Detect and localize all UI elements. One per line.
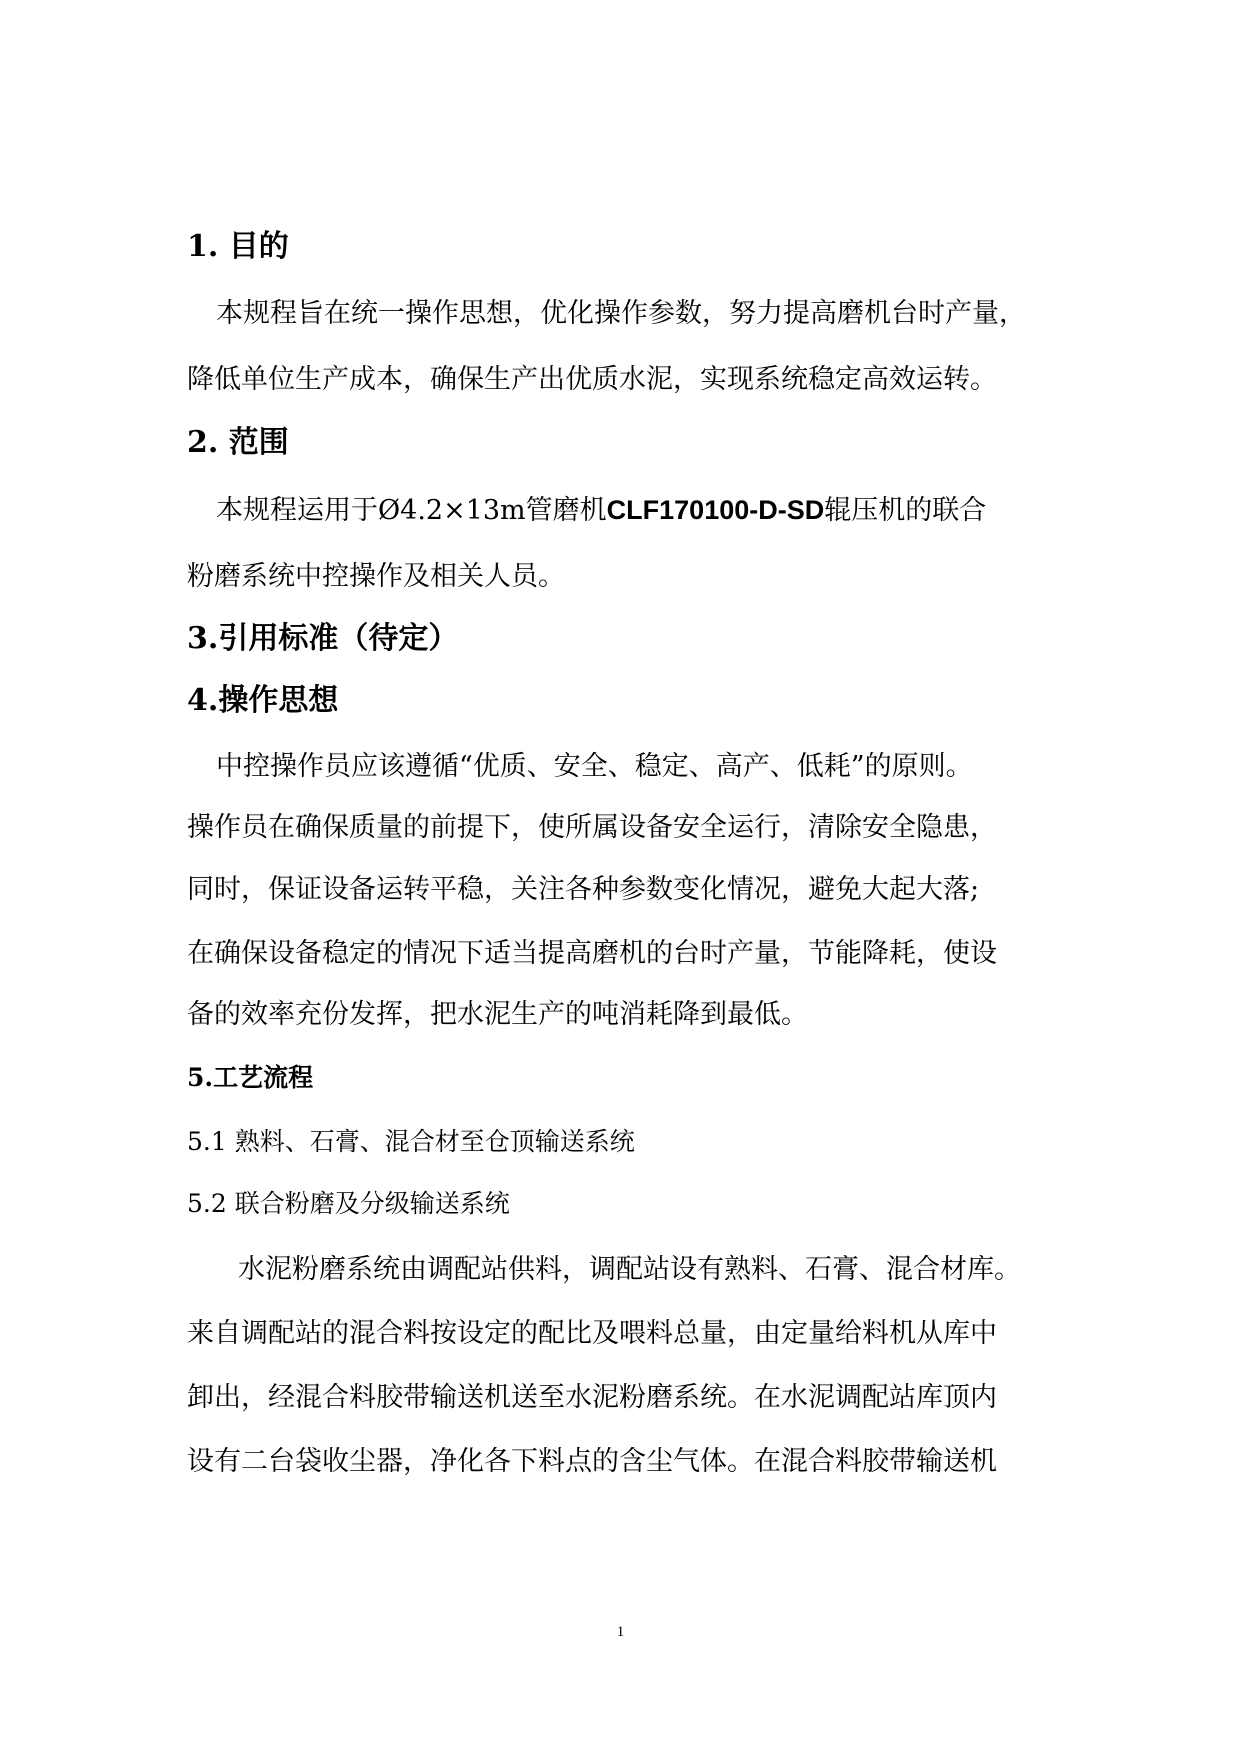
section-2-paragraph-line-1	[216, 490, 986, 531]
section-2-paragraph-line-2: 粉磨系统中控操作及相关人员。	[187, 561, 565, 592]
section-5-paragraph-line-1: 水泥粉磨系统由调配站供料，调配站设有熟料、石膏、混合材库。	[238, 1254, 1021, 1285]
section-1-heading: 1. 目的	[187, 229, 289, 264]
section-4-paragraph-line-3: 同时，保证设备运转平稳，关注各种参数变化情况，避免大起大落;	[187, 874, 980, 905]
page-number: 1	[616, 1624, 625, 1640]
section-1-paragraph-line-2: 降低单位生产成本，确保生产出优质水泥，实现系统稳定高效运转。	[187, 364, 997, 395]
section-4-heading: 4.操作思想	[187, 683, 339, 718]
section-5-1-subheading: 5.1 熟料、石膏、混合材至仓顶输送系统	[187, 1127, 635, 1156]
scope-text-start: 本规程运用于	[216, 495, 378, 526]
section-5-paragraph-line-2: 来自调配站的混合料按设定的配比及喂料总量，由定量给料机从库中	[187, 1318, 997, 1349]
section-2-heading: 2. 范围	[187, 425, 289, 460]
section-5-heading: 5.工艺流程	[187, 1063, 314, 1092]
scope-text-end: 辊压机的联合	[824, 495, 987, 526]
section-1-paragraph-line-1: 本规程旨在统一操作思想，优化操作参数，努力提高磨机台时产量，	[216, 298, 1026, 329]
section-4-paragraph-line-5: 备的效率充份发挥，把水泥生产的吨消耗降到最低。	[187, 999, 808, 1030]
section-3-heading: 3.引用标准（待定）	[187, 621, 459, 656]
roller-press-model: CLF170100-D-SD	[606, 495, 825, 525]
section-5-paragraph-line-4: 设有二台袋收尘器，净化各下料点的含尘气体。在混合料胶带输送机	[187, 1446, 997, 1477]
scope-text-mill: 管磨机	[525, 495, 607, 526]
section-4-paragraph-line-4: 在确保设备稳定的情况下适当提高磨机的台时产量，节能降耗，使设	[187, 938, 997, 969]
section-5-2-subheading: 5.2 联合粉磨及分级输送系统	[187, 1189, 510, 1218]
section-4-paragraph-line-2: 操作员在确保质量的前提下，使所属设备安全运行，清除安全隐患，	[187, 812, 997, 843]
section-4-paragraph-line-1: 中控操作员应该遵循“优质、安全、稳定、高产、低耗”的原则。	[216, 751, 973, 782]
mill-spec: Ø4.2×13m	[378, 495, 526, 526]
section-5-paragraph-line-3: 卸出，经混合料胶带输送机送至水泥粉磨系统。在水泥调配站库顶内	[187, 1382, 997, 1413]
